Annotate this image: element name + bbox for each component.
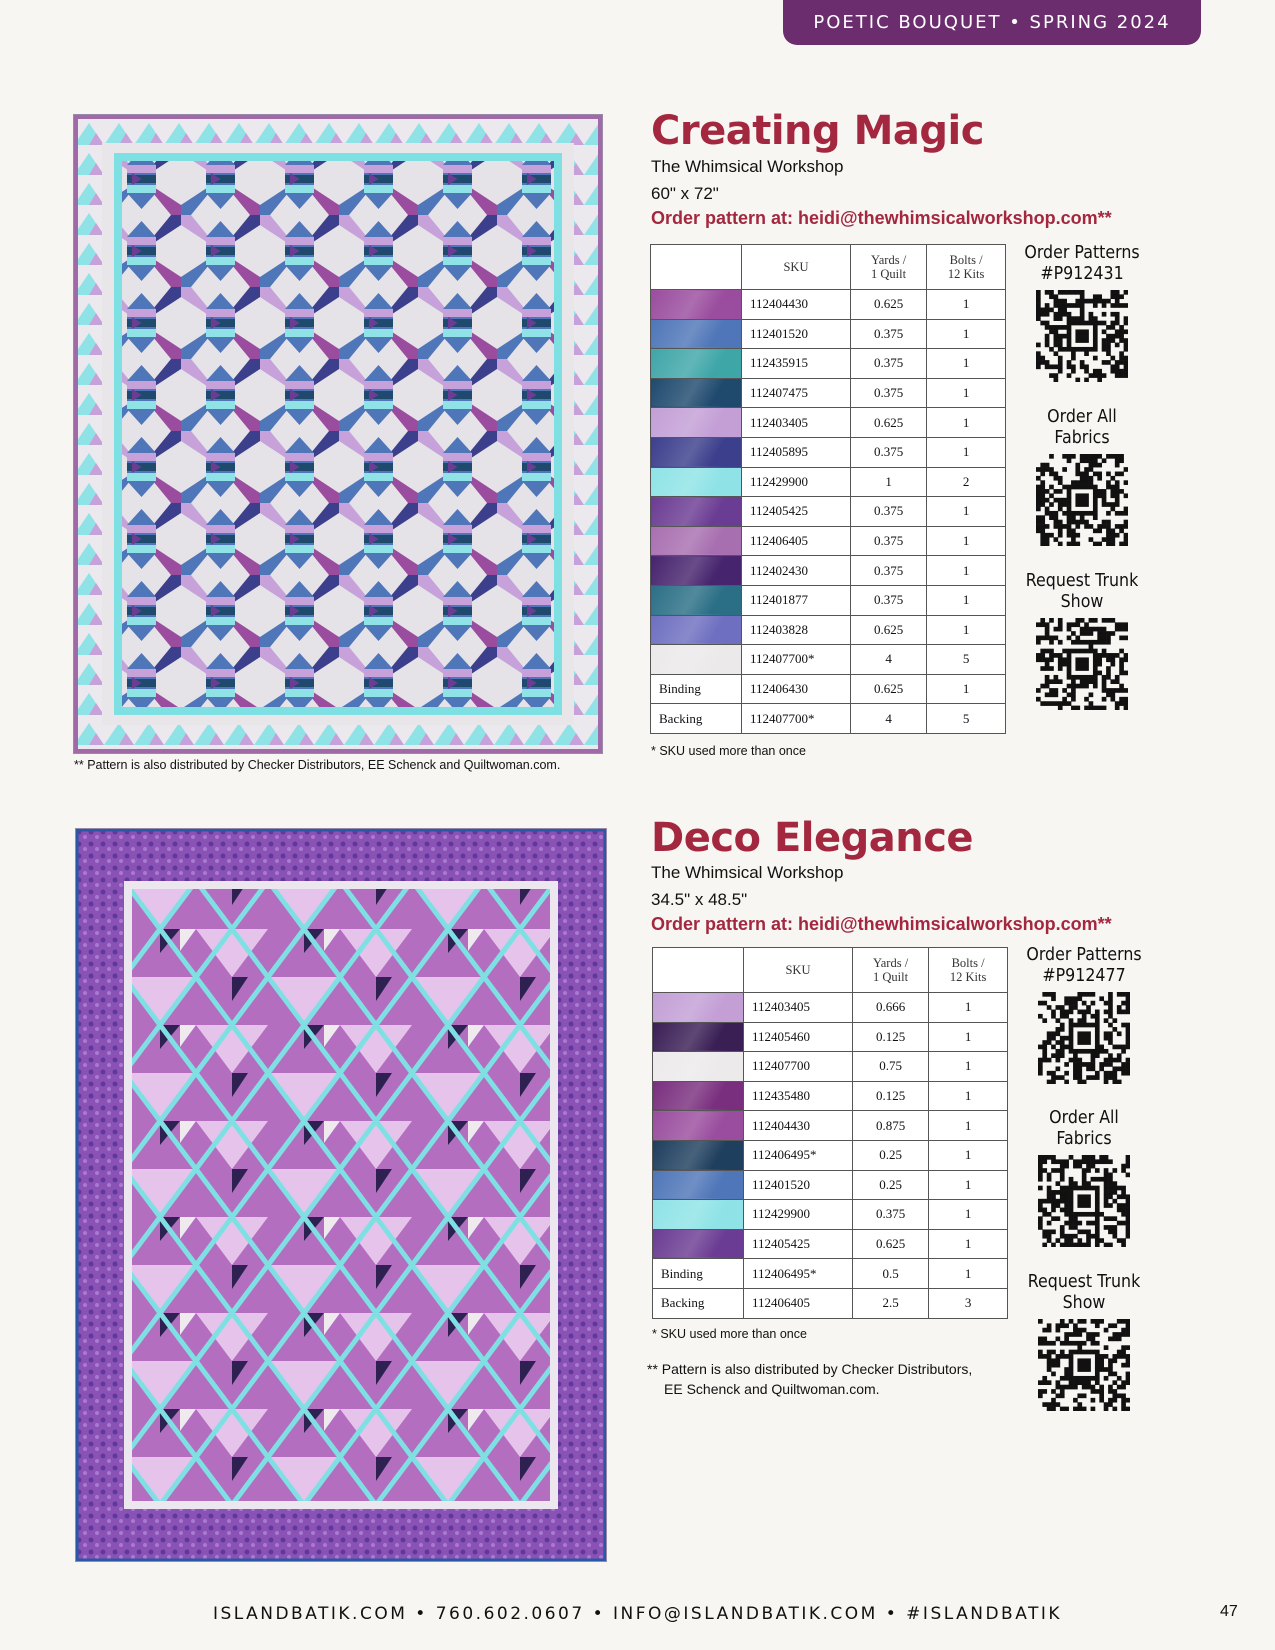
- sku-cell: 112403405: [744, 993, 853, 1023]
- fabric-swatch: [651, 556, 742, 586]
- qr-code-icon[interactable]: [1036, 290, 1128, 382]
- distributor-note-line-1: ** Pattern is also distributed by Checker Distributors,: [647, 1361, 973, 1377]
- row-label: Binding: [651, 674, 742, 704]
- bolts-cell: 1: [929, 1052, 1008, 1082]
- yards-cell: 0.25: [853, 1140, 929, 1170]
- sku-cell: 112403828: [742, 615, 851, 645]
- table-row: [651, 704, 1006, 734]
- deco-elegance-quilt-image: [76, 829, 606, 1561]
- qr-code-icon[interactable]: [1036, 454, 1128, 546]
- sku-cell: 112406405: [744, 1288, 853, 1318]
- sku-cell: 112406405: [742, 526, 851, 556]
- fabric-swatch: [651, 585, 742, 615]
- table-row: [651, 349, 1006, 379]
- yards-cell: 0.375: [851, 437, 927, 467]
- sku-cell: 112401877: [742, 585, 851, 615]
- yards-cell: 0.75: [853, 1052, 929, 1082]
- trunk-show-label: Request Trunk Show: [1025, 570, 1139, 612]
- fabric-swatch: [653, 1140, 744, 1170]
- yards-cell: 0.625: [851, 290, 927, 320]
- qr-code-icon[interactable]: [1038, 992, 1130, 1084]
- creating-magic-quilt-image: [74, 115, 602, 753]
- table-row: [653, 1259, 1008, 1289]
- table-row: [653, 1052, 1008, 1082]
- table-row: [653, 993, 1008, 1023]
- sku-cell: 112429900: [744, 1200, 853, 1230]
- bolts-cell: 1: [927, 437, 1006, 467]
- fabric-swatch: [651, 645, 742, 675]
- table-header-row: [651, 245, 1006, 290]
- table-row: [651, 408, 1006, 438]
- swatch-header: [653, 948, 744, 993]
- order-fabrics-block[interactable]: [1018, 1107, 1150, 1247]
- column-header: Bolts / 12 Kits: [927, 245, 1006, 290]
- sku-cell: 112404430: [744, 1111, 853, 1141]
- table-row: [651, 674, 1006, 704]
- table-row: [651, 378, 1006, 408]
- row-label: Backing: [653, 1288, 744, 1318]
- sku-cell: 112401520: [744, 1170, 853, 1200]
- bolts-cell: 1: [929, 1229, 1008, 1259]
- sku-note: * SKU used more than once: [652, 1327, 807, 1341]
- trunk-show-block[interactable]: [1018, 1271, 1150, 1411]
- table-row: [653, 1288, 1008, 1318]
- sku-cell: 112402430: [742, 556, 851, 586]
- bolts-cell: 1: [927, 378, 1006, 408]
- table-row: [651, 526, 1006, 556]
- bolts-cell: 1: [927, 585, 1006, 615]
- yards-cell: 0.375: [851, 585, 927, 615]
- order-fabrics-label: Order All Fabrics: [1047, 406, 1117, 448]
- distributor-note-line-2: EE Schenck and Quiltwoman.com.: [664, 1381, 880, 1397]
- bolts-cell: 1: [927, 497, 1006, 527]
- yards-cell: 0.875: [853, 1111, 929, 1141]
- footer-contact: ISLANDBATIK.COM • 760.602.0607 • INFO@ISLANDBATIK.COM • #ISLANDBATIK: [212, 1604, 1063, 1624]
- order-pattern-link[interactable]: Order pattern at: heidi@thewhimsicalworkshop.com**: [651, 914, 1112, 934]
- table-row: [651, 556, 1006, 586]
- trunk-show-block[interactable]: [1016, 570, 1148, 710]
- sku-cell: 112405460: [744, 1022, 853, 1052]
- bolts-cell: 1: [927, 319, 1006, 349]
- fabric-swatch: [651, 526, 742, 556]
- bolts-cell: 1: [929, 993, 1008, 1023]
- table-row: [653, 1229, 1008, 1259]
- sku-cell: 112407475: [742, 378, 851, 408]
- fabric-swatch: [651, 467, 742, 497]
- table-header-row: [653, 948, 1008, 993]
- table-row: [651, 645, 1006, 675]
- yards-cell: 0.375: [851, 378, 927, 408]
- yards-cell: 0.625: [851, 615, 927, 645]
- fabric-swatch: [653, 1200, 744, 1230]
- sku-cell: 112405425: [744, 1229, 853, 1259]
- order-patterns-label: Order Patterns #P912477: [1026, 944, 1142, 986]
- bolts-cell: 1: [927, 615, 1006, 645]
- bolts-cell: 1: [927, 674, 1006, 704]
- order-fabrics-block[interactable]: [1016, 406, 1148, 546]
- pattern-title: Creating Magic: [651, 108, 984, 154]
- designer-name: The Whimsical Workshop: [651, 157, 844, 176]
- sku-cell: 112435915: [742, 349, 851, 379]
- yards-cell: 1: [851, 467, 927, 497]
- yards-cell: 0.375: [851, 319, 927, 349]
- column-header: SKU: [742, 245, 851, 290]
- sku-cell: 112406495*: [744, 1140, 853, 1170]
- yards-cell: 0.375: [851, 497, 927, 527]
- distributor-note: ** Pattern is also distributed by Checker Distributors, EE Schenck and Quiltwoman.com.: [74, 758, 561, 772]
- sku-cell: 112407700: [744, 1052, 853, 1082]
- order-patterns-label: Order Patterns #P912431: [1024, 242, 1140, 284]
- yards-cell: 0.375: [851, 526, 927, 556]
- bolts-cell: 1: [929, 1259, 1008, 1289]
- table-row: [653, 1022, 1008, 1052]
- bolts-cell: 2: [927, 467, 1006, 497]
- table-row: [653, 1200, 1008, 1230]
- table-row: [651, 497, 1006, 527]
- sku-cell: 112407700*: [742, 645, 851, 675]
- bolts-cell: 1: [927, 526, 1006, 556]
- yards-cell: 0.625: [851, 408, 927, 438]
- order-patterns-block[interactable]: [1018, 944, 1150, 1084]
- yards-cell: 4: [851, 704, 927, 734]
- table-row: [653, 1111, 1008, 1141]
- column-header: Yards / 1 Quilt: [851, 245, 927, 290]
- bolts-cell: 1: [927, 349, 1006, 379]
- table-row: [651, 467, 1006, 497]
- table-row: [653, 1140, 1008, 1170]
- fabric-swatch: [651, 319, 742, 349]
- fabric-sku-table: [650, 244, 1006, 734]
- fabric-swatch: [651, 290, 742, 320]
- quilt-size: 34.5" x 48.5": [651, 890, 748, 909]
- yards-cell: 0.625: [853, 1229, 929, 1259]
- sku-cell: 112403405: [742, 408, 851, 438]
- fabric-swatch: [653, 1052, 744, 1082]
- fabric-swatch: [653, 993, 744, 1023]
- bolts-cell: 5: [927, 645, 1006, 675]
- yards-cell: 0.375: [851, 556, 927, 586]
- order-pattern-link[interactable]: Order pattern at: heidi@thewhimsicalworkshop.com**: [651, 208, 1112, 228]
- qr-code-icon[interactable]: [1038, 1155, 1130, 1247]
- fabric-swatch: [651, 497, 742, 527]
- bolts-cell: 1: [929, 1140, 1008, 1170]
- sku-cell: 112405425: [742, 497, 851, 527]
- bolts-cell: 1: [929, 1081, 1008, 1111]
- table-row: [653, 1170, 1008, 1200]
- sku-cell: 112401520: [742, 319, 851, 349]
- yards-cell: 0.625: [851, 674, 927, 704]
- sku-cell: 112405895: [742, 437, 851, 467]
- quilt-size: 60" x 72": [651, 184, 719, 203]
- bolts-cell: 1: [927, 408, 1006, 438]
- yards-cell: 0.125: [853, 1081, 929, 1111]
- fabric-swatch: [651, 378, 742, 408]
- page-number: 47: [1220, 1603, 1238, 1620]
- trunk-show-label: Request Trunk Show: [1027, 1271, 1141, 1313]
- sku-cell: 112435480: [744, 1081, 853, 1111]
- bolts-cell: 1: [927, 556, 1006, 586]
- table-row: [651, 290, 1006, 320]
- swatch-header: [651, 245, 742, 290]
- fabric-swatch: [653, 1081, 744, 1111]
- yards-cell: 0.25: [853, 1170, 929, 1200]
- bolts-cell: 1: [929, 1170, 1008, 1200]
- distributor-note: [647, 1359, 972, 1399]
- sku-cell: 112404430: [742, 290, 851, 320]
- fabric-swatch: [651, 615, 742, 645]
- designer-name: The Whimsical Workshop: [651, 863, 844, 882]
- fabric-swatch: [653, 1170, 744, 1200]
- row-label: Binding: [653, 1259, 744, 1289]
- fabric-swatch: [653, 1111, 744, 1141]
- order-fabrics-label: Order All Fabrics: [1049, 1107, 1119, 1149]
- fabric-swatch: [653, 1229, 744, 1259]
- yards-cell: 2.5: [853, 1288, 929, 1318]
- column-header: Yards / 1 Quilt: [853, 948, 929, 993]
- sku-cell: 112406495*: [744, 1259, 853, 1289]
- fabric-sku-table: [652, 947, 1008, 1319]
- bolts-cell: 1: [927, 290, 1006, 320]
- yards-cell: 0.666: [853, 993, 929, 1023]
- qr-code-icon[interactable]: [1038, 1319, 1130, 1411]
- sku-cell: 112406430: [742, 674, 851, 704]
- yards-cell: 0.5: [853, 1259, 929, 1289]
- yards-cell: 0.375: [853, 1200, 929, 1230]
- table-row: [653, 1081, 1008, 1111]
- sku-note: * SKU used more than once: [651, 744, 806, 758]
- pattern-title: Deco Elegance: [651, 815, 974, 861]
- table-row: [651, 437, 1006, 467]
- column-header: Bolts / 12 Kits: [929, 948, 1008, 993]
- table-row: [651, 319, 1006, 349]
- issue-banner: POETIC BOUQUET • SPRING 2024: [783, 0, 1201, 45]
- row-label: Backing: [651, 704, 742, 734]
- fabric-swatch: [653, 1022, 744, 1052]
- bolts-cell: 1: [929, 1022, 1008, 1052]
- sku-cell: 112429900: [742, 467, 851, 497]
- table-row: [651, 585, 1006, 615]
- column-header: SKU: [744, 948, 853, 993]
- table-row: [651, 615, 1006, 645]
- bolts-cell: 5: [927, 704, 1006, 734]
- bolts-cell: 3: [929, 1288, 1008, 1318]
- bolts-cell: 1: [929, 1200, 1008, 1230]
- fabric-swatch: [651, 349, 742, 379]
- yards-cell: 0.375: [851, 349, 927, 379]
- sku-cell: 112407700*: [742, 704, 851, 734]
- fabric-swatch: [651, 437, 742, 467]
- qr-code-icon[interactable]: [1036, 618, 1128, 710]
- yards-cell: 4: [851, 645, 927, 675]
- bolts-cell: 1: [929, 1111, 1008, 1141]
- yards-cell: 0.125: [853, 1022, 929, 1052]
- fabric-swatch: [651, 408, 742, 438]
- order-patterns-block[interactable]: [1016, 242, 1148, 382]
